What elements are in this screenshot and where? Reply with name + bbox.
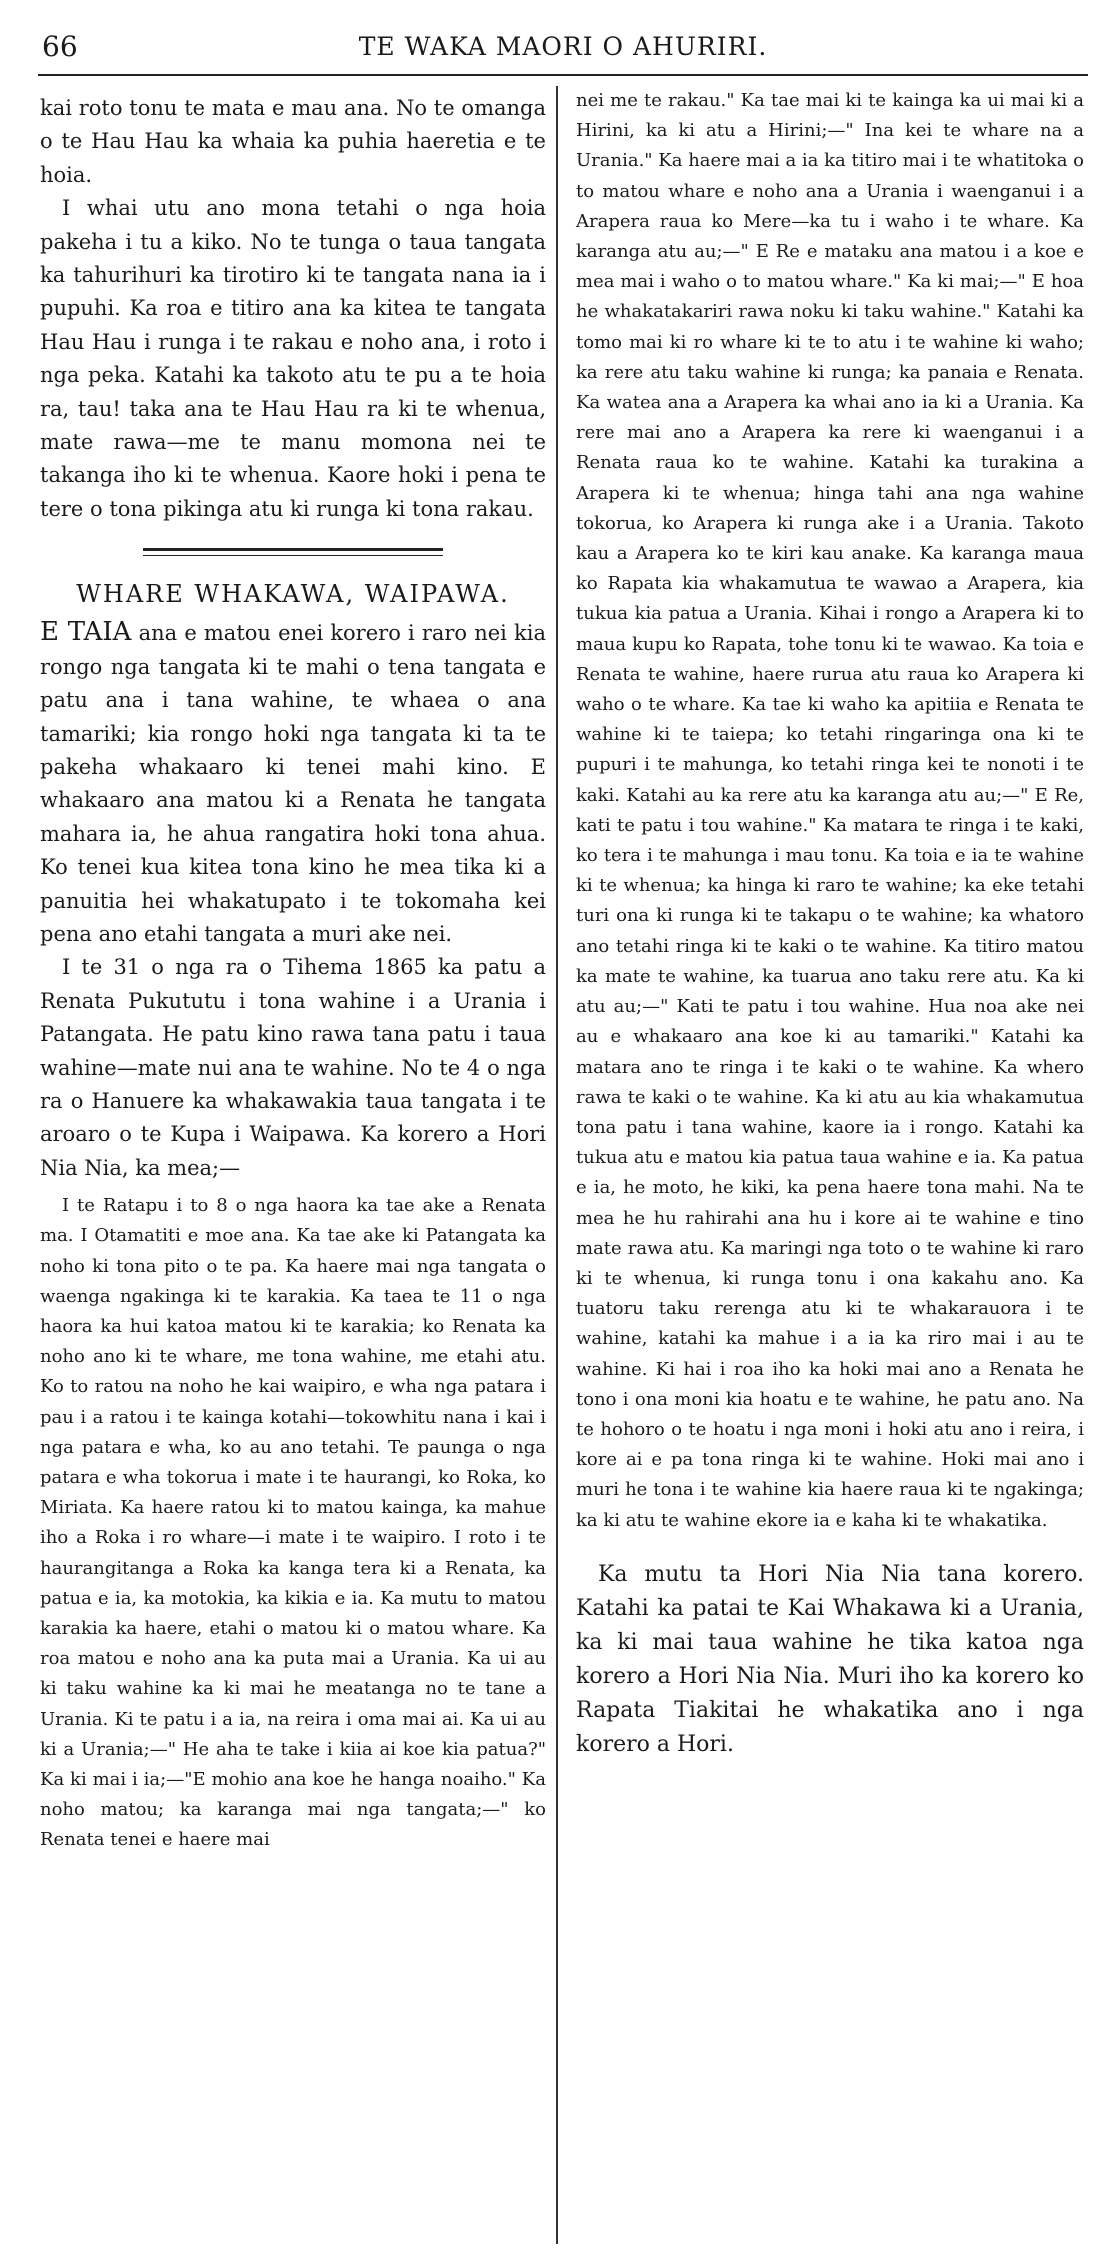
- page-number: 66: [42, 30, 78, 63]
- paragraph: kai roto tonu te mata e mau ana. No te omanga o te Hau Hau ka whaia ka puhia haeretia e te hoia.: [40, 96, 546, 187]
- left-column: [40, 92, 546, 1856]
- paragraph: I te 31 o nga ra o Tihema 1865 ka patu a Renata Pukututu i tona wahine i a Urania i Patangata. He patu kino rawa tana patu i taua wahine—mate nui ana te wahine. No te 4 o nga ra o Hanuere ka whakawakia taua tangata i te aroaro o te Kupa i Waipawa. Ka korero a Hori Nia Nia, ka mea;—: [40, 955, 546, 1180]
- testimony-continued: nei me te rakau." Ka tae mai ki te kainga ka ui mai ki a Hirini, ka ki atu a Hirini;—" Ina kei te whare na a Urania." Ka haere mai a ia ka titiro mai i te whatitoka o to matou whare e noho ana a Urania i waenganui i a Arapera raua ko Mere—ka tu i waho i te whare. Ka karanga atu au;—" E Re e mataku ana matou i a koe e mea mai i waho o to matou whare." Ka ki mai;—" E hoa he whakatakariri rawa noku ki taku wahine." Katahi ka tomo mai ki ro whare ki te to atu i te wahine ki waho; ka rere atu taku wahine ki runga; ka panaia e Renata. Ka watea ana a Arapera ka whai ano ia ki a Urania. Ka rere mai ano a Arapera ka rere ki waenganui i a Renata raua ko te wahine. Katahi ka turakina a Arapera ki te whenua; hinga tahi ana nga wahine tokorua, ko Arapera ki runga ake i a Urania. Takoto kau a Arapera ko te kiri kau anake. Ka karanga maua ko Rapata kia whakamutua te wawao a Arapera, kia tukua kia patua a Urania. Kihai i rongo a Arapera ki to maua kupu ko Rapata, tohe tonu ki te wawao. Ka toia e Renata te wahine, haere rurua atu raua ko Arapera ki waho o te whare. Ka tae ki waho ka apitiia e Renata te wahine ki te taiepa; ko tetahi ringaringa ona ki te pupuri i te mahunga, ko tetahi ringa kei te nonoti i te kaki. Katahi au ka rere atu ka karanga atu au;—" E Re, kati te patu i tou wahine." Ka matara te ringa i te kaki, ko tera i te mahunga i mau tonu. Ka toia e ia te wahine ki te whenua; ka hinga ki raro te wahine; ka eke tetahi turi ona ki runga ki te takapu o te wahine; ka whatoro ano tetahi ringa ki te kaki o te wahine. Ka titiro matou ka mate te wahine, ka tuarua ano taku rere atu. Ka ki atu au;—" Kati te patu i tou wahine. Hua noa ake nei au e whakaaro ana koe ki au tamariki." Katahi ka matara ano te ringa i te kaki o te wahine. Ka whero rawa te kaki o te wahine. Ka ki atu au kia whakamutua tona patu i tana wahine, kaore ia i rongo. Katahi ka tukua atu e matou kia patua taua wahine e ia. Ka patua e ia, he moto, he kiki, ka pena haere tona mahi. Na te mea he hu rahirahi ana hu i kore ai te wahine e tino mate rawa atu. Ka maringi nga toto o te wahine ki raro ki te whenua, ki runga tonu i ona kakahu ano. Ka tuatoru taku rerenga atu ki te whakarauora i te wahine, katahi ka mahue i a ia ka riro mai i au te wahine. Ki hai i roa iho ka hoki mai ano a Renata he tono i ona moni kia hoatu e te wahine, he patu ano. Na te hohoro o te hoatu i nga moni i hoki atu ano i reira, i kore ai e pa tona ringa ki te wahine. Hoki mai ano i muri he tona i te wahine kia haere raua ki te ngakinga; ka ki atu te wahine ekore ia e kaha ki te whakatika.: [576, 90, 1084, 1531]
- header-rule: [38, 74, 1088, 76]
- running-title: TE WAKA MAORI O AHURIRI.: [358, 32, 768, 61]
- paragraph: I whai utu ano mona tetahi o nga hoia pakeha i tu a kiko. No te tunga o taua tangata ka tahurihuri ka tirotiro ki te tangata nana ia i pupuhi. Ka roa e titiro ana ka kitea te tangata Hau Hau i runga i te rakau e noho ana, i roto i nga peka. Katahi ka takoto atu te pu a te hoia ra, tau! taka ana te Hau Hau ra ki te whenua, mate rawa—me te manu momona nei te takanga iho ki te whenua. Kaore hoki i pena te tere o tona pikinga atu ki runga ki tona rakau.: [40, 196, 546, 521]
- paragraph: E TAIA ana e matou enei korero i raro nei kia rongo nga tangata ki te mahi o tena tangata e patu ana i tana wahine, te whaea o ana tamariki; kia rongo hoki nga tangata ki ta te pakeha whakaaro ki tenei mahi kino. E whakaaro ana matou ki a Renata he tangata mahara ia, he ahua rangatira hoki tona ahua. Ko tenei kua kitea tona kino he mea tika ki a panuitia hei whakatupato i te tokomaha kei pena ano etahi tangata a muri ake nei.: [40, 617, 546, 946]
- section-divider: [143, 548, 443, 556]
- page-header: [38, 30, 1088, 70]
- testimony-paragraph: I te Ratapu i to 8 o nga haora ka tae ake a Renata ma. I Otamatiti e moe ana. Ka tae ake ki Patangata ka noho ki tona pito o te pa. Ka haere mai nga tangata o waenga ngakinga ki te karakia. Ka taea te 11 o nga haora ka hui katoa matou ki te karakia; ko Renata ka noho ano ki te whare, me tona wahine, me etahi atu. Ko to ratou na noho he kai waipiro, e wha nga patara i pau i a ratou i te kainga kotahi—tokowhitu nana i kai i nga patara e wha, ko au ano tetahi. Te paunga o nga patara e wha tokorua i mate i te haurangi, ko Roka, ko Miriata. Ka haere ratou ki to matou kainga, ka mahue iho a Roka i ro whare—i mate i te waipiro. I roto i te haurangitanga a Roka ka kanga tera ki a Renata, ka patua e ia, ka motokia, ka kikia e ia. Ka mutu to matou karakia ka haere, etahi o matou ki o matou whare. Ka roa matou e noho ana ka puta mai a Urania. Ka ui au ki taku wahine ka ki mai he meatanga no te tane a Urania. Ki te patu i a ia, na reira i oma mai ai. Ka ui au ki a Urania;—" He aha te take i kiia ai koe kia patua?" Ka ki mai i ia;—"E mohio ana koe he hanga noaiho." Ka noho matou; ka karanga mai nga tangata;—" ko Renata tenei e haere mai: [40, 1195, 546, 1851]
- lead-words: E TAIA: [40, 617, 132, 648]
- column-rule: [556, 86, 558, 2244]
- right-column: [576, 86, 1084, 1762]
- closing-paragraph: Ka mutu ta Hori Nia Nia tana korero. Katahi ka patai te Kai Whakawa ki a Urania, ka ki mai taua wahine he tika katoa nga korero a Hori Nia Nia. Muri iho ka korero ko Rapata Tiakitai he whakatika ano i nga korero a Hori.: [576, 1561, 1084, 1757]
- section-heading: WHARE WHAKAWA, WAIPAWA.: [76, 580, 510, 609]
